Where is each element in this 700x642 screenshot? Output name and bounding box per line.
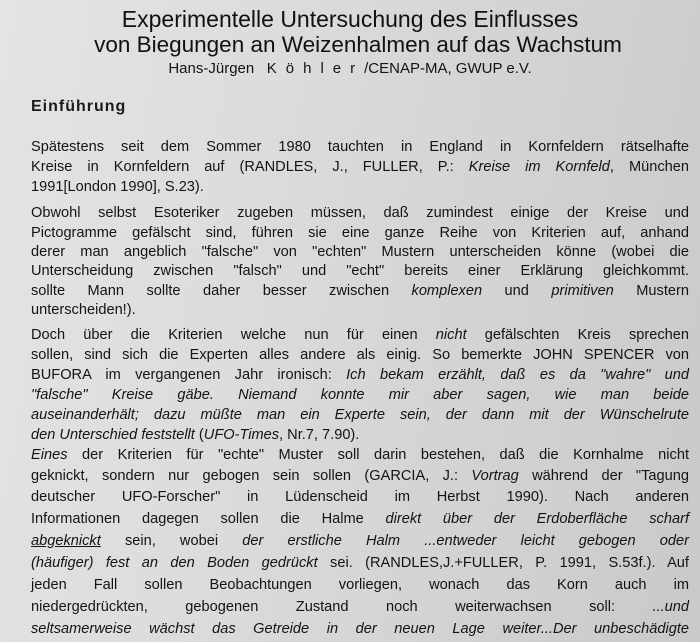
text-line: 1991[London 1990], S.23).: [31, 179, 204, 195]
document-title-line-1: Experimentelle Untersuchung des Einflusses: [121, 6, 579, 32]
text-line: abgeknickt sein, wobei der erstliche Halm ...entweder leicht gebogen oder: [31, 533, 689, 549]
text-line: niedergedrückten, gebogenen Zustand noch weiterwachsen soll: ...und: [31, 599, 689, 615]
text-line: Pictogramme gefälscht sind, führen sie eine ganze Reihe von Kriterien auf, anhand: [31, 225, 689, 241]
text-line: Kreise in Kornfeldern auf (RANDLES, J., FULLER, P.: Kreise im Kornfeld, München: [31, 159, 689, 175]
text-line: sollen, sind sich die Experten alles andere als einig. So bemerkte JOHN SPENCER von: [31, 347, 689, 363]
text-line: den Unterschied feststellt (UFO-Times, Nr.7, 7.90).: [31, 427, 360, 443]
document-title-line-2: von Biegungen an Weizenhalmen auf das Wachstum: [94, 32, 622, 57]
text-line: geknickt, sondern nur gebogen sein sollen (GARCIA, J.: Vortrag während der "Tagung: [31, 468, 689, 484]
text-line: Informationen dagegen sollen die Halme direkt über der Erdoberfläche scharf: [31, 511, 689, 527]
text-line: deutscher UFO-Forscher" in Lüdenscheid im Herbst 1990). Nach anderen: [31, 489, 689, 505]
section-heading: Einführung: [31, 98, 127, 115]
text-line: jeden Fall sollen Beobachtungen vorliegen, wonach das Korn auch im: [31, 577, 689, 593]
text-line: unterscheiden!).: [31, 302, 136, 318]
text-line: auseinanderhält; dazu müßte man ein Experte sein, der dann mit der Wünschelrute: [31, 407, 689, 423]
text-line: BUFORA im vergangenen Jahr ironisch: Ich bekam erzählt, daß es da "wahre" und: [31, 367, 689, 383]
text-line: Obwohl selbst Esoteriker zugeben müssen, daß zumindest einige der Kreise und: [31, 205, 689, 221]
text-line: Doch über die Kriterien welche nun für einen nicht gefälschten Kreis sprechen: [31, 327, 689, 343]
text-line: seltsamerweise wächst das Getreide in der neuen Lage weiter...Der unbeschädigte: [31, 621, 689, 637]
author-last-name: Köhler: [266, 60, 365, 77]
text-line: "falsche" Kreise gäbe. Niemand konnte mir aber sagen, wie man beide: [31, 387, 689, 403]
author-affiliation: /CENAP-MA, GWUP e.V.: [364, 60, 532, 77]
text-line: sollte Mann sollte daher besser zwischen komplexen und primitiven Mustern: [31, 283, 689, 299]
text-line: (häufiger) fest an den Boden gedrückt sei. (RANDLES,J.+FULLER, P. 1991, S.53f.). Auf: [31, 555, 689, 571]
author-first-name: Hans-Jürgen: [168, 60, 255, 77]
author-line: [0, 60, 700, 77]
text-line: derer man angeblich "falsche" von "echten" Mustern unterscheiden könne (wobei die: [31, 244, 689, 260]
text-line: Spätestens seit dem Sommer 1980 tauchten in England in Kornfeldern rätselhafte: [31, 139, 689, 155]
text-line: Unterscheidung zwischen "falsch" und "echt" bereits einer Erklärung gleichkommt.: [31, 263, 689, 279]
text-line: Eines der Kriterien für "echte" Muster soll darin bestehen, daß die Kornhalme nicht: [31, 447, 689, 463]
